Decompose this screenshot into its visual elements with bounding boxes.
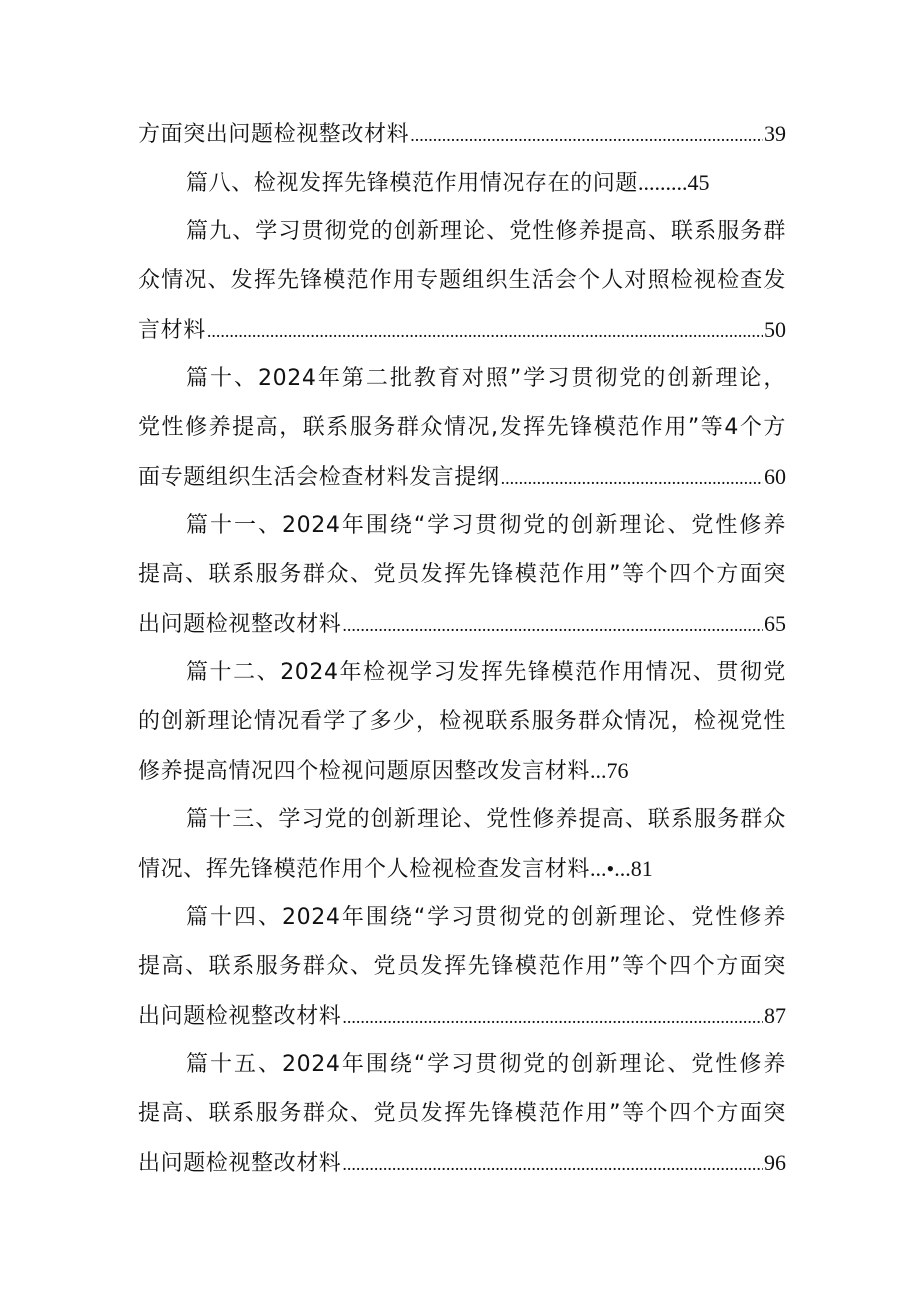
toc-page-number: 96 bbox=[764, 1150, 786, 1175]
toc-entry-14-line-2: 提高、联系服务群众、党员发挥先锋模范作用”等个四个方面突 bbox=[138, 954, 786, 979]
toc-entry-9-line-2: 众情况、发挥先锋模范作用专题组织生活会个人对照检视检查发 bbox=[138, 268, 786, 293]
toc-entry-15-line-2: 提高、联系服务群众、党员发挥先锋模范作用”等个四个方面突 bbox=[138, 1101, 786, 1126]
toc-entry-10-line-2: 党性修养提高，联系服务群众情况,发挥先锋模范作用”等4个方 bbox=[138, 415, 786, 440]
toc-entry-text: 面专题组织生活会检查材料发言提纲 bbox=[138, 465, 500, 490]
toc-entry-text: 出问题检视整改材料 bbox=[138, 1151, 342, 1176]
toc-entry-7-tail bbox=[138, 110, 786, 158]
toc-entry-14-line-3 bbox=[138, 992, 786, 1040]
toc-entry-13-line-1: 篇十三、学习党的创新理论、党性修养提高、联系服务群众 bbox=[186, 807, 786, 832]
leader-dots bbox=[342, 601, 763, 648]
leader-dots bbox=[501, 454, 763, 501]
toc-entry-14-line-1: 篇十四、2024年围绕“学习贯彻党的创新理论、党性修养 bbox=[186, 905, 786, 930]
toc-page-number: 87 bbox=[764, 1003, 786, 1028]
toc-entry-12-line-1: 篇十二、2024年检视学习发挥先锋模范作用情况、贯彻党 bbox=[186, 660, 786, 685]
toc-entry-12-line-2: 的创新理论情况看学了多少，检视联系服务群众情况，检视党性 bbox=[138, 709, 786, 734]
toc-entry-text: 出问题检视整改材料 bbox=[138, 612, 342, 637]
toc-entry-10-line-1: 篇十、2024年第二批教育对照”学习贯彻党的创新理论， bbox=[186, 366, 786, 391]
leader-dots bbox=[207, 307, 763, 354]
toc-entry-15-line-1: 篇十五、2024年围绕“学习贯彻党的创新理论、党性修养 bbox=[186, 1052, 786, 1077]
toc-page-number: 65 bbox=[764, 611, 786, 636]
toc-page-number: 50 bbox=[764, 317, 786, 342]
toc-dots: ......... bbox=[638, 170, 688, 195]
toc-entry-text: 情况、挥先锋模范作用个人检视检查发言材料 bbox=[138, 857, 591, 882]
toc-entry-8 bbox=[186, 159, 786, 207]
toc-entry-11-line-2: 提高、联系服务群众、党员发挥先锋模范作用”等个四个方面突 bbox=[138, 562, 786, 587]
toc-page-number: 81 bbox=[630, 856, 653, 881]
toc-entry-9-line-1: 篇九、学习贯彻党的创新理论、党性修养提高、联系服务群 bbox=[186, 219, 786, 244]
toc-entry-11-line-1: 篇十一、2024年围绕“学习贯彻党的创新理论、党性修养 bbox=[186, 513, 786, 538]
toc-entry-text: 言材料 bbox=[138, 318, 206, 343]
toc-entry-text: 修养提高情况四个检视问题原因整改发言材料 bbox=[138, 759, 591, 784]
toc-entry-13-line-2 bbox=[138, 845, 786, 893]
leader-dots bbox=[342, 993, 763, 1040]
toc-entry-11-line-3 bbox=[138, 600, 786, 648]
leader-dots bbox=[342, 1140, 763, 1187]
toc-dots: ... bbox=[590, 758, 607, 783]
toc-entry-text: 篇八、检视发挥先锋模范作用情况存在的问题 bbox=[186, 171, 639, 196]
toc-dots: ...•... bbox=[590, 856, 631, 881]
toc-entry-text: 方面突出问题检视整改材料 bbox=[138, 122, 410, 147]
leader-dots bbox=[410, 111, 763, 158]
toc-page-number: 60 bbox=[764, 464, 786, 489]
toc-entry-15-line-3 bbox=[138, 1139, 786, 1187]
toc-entry-12-line-3 bbox=[138, 747, 786, 795]
toc-page-number: 45 bbox=[687, 170, 710, 195]
toc-entry-text: 出问题检视整改材料 bbox=[138, 1004, 342, 1029]
toc-entry-10-line-3 bbox=[138, 453, 786, 501]
toc-page-number: 39 bbox=[764, 121, 786, 146]
toc-page-number: 76 bbox=[606, 758, 629, 783]
toc-entry-9-line-3 bbox=[138, 306, 786, 354]
